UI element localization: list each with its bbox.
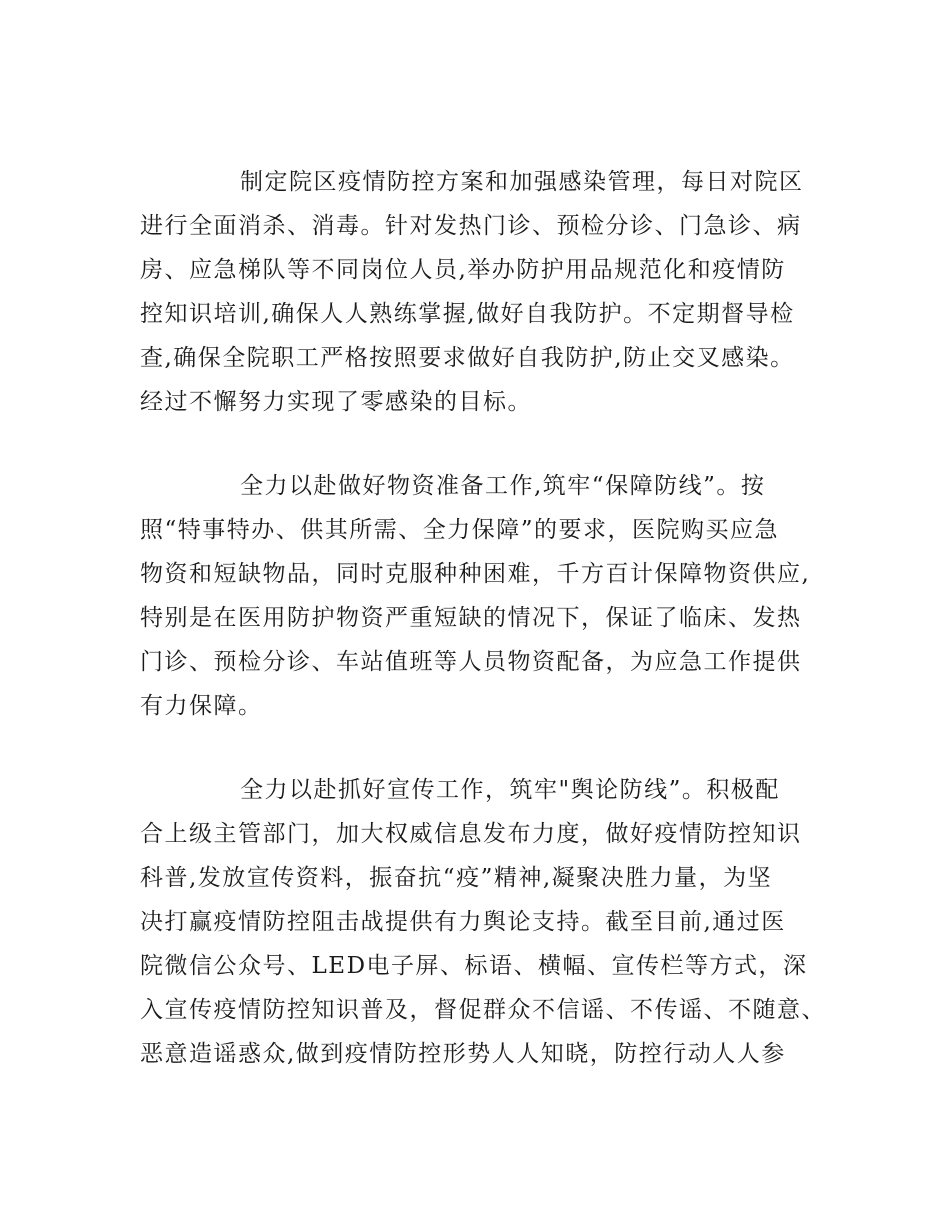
- paragraph-line: 控知识培训,确保人人熟练掌握,做好自我防护。不定期督导检: [140, 301, 795, 327]
- paragraph-line: 照“特事特办、供其所需、全力保障”的要求，医院购买应急: [140, 517, 780, 543]
- paragraph-line: 合上级主管部门，加大权威信息发布力度，做好疫情防控知识: [140, 821, 802, 847]
- paragraph-line: 物资和短缺物品，同时克服种种困难，千方百计保障物资供应,: [140, 561, 811, 587]
- paragraph-supplies: [140, 464, 830, 728]
- paragraph-line: 查,确保全院职工严格按照要求做好自我防护,防止交叉感染。: [140, 345, 795, 371]
- paragraph-line: 门诊、预检分诊、车站值班等人员物资配备，为应急工作提供: [140, 649, 802, 675]
- paragraph-line: 恶意造谣惑众,做到疫情防控形势人人知晓，防控行动人人参: [140, 1041, 786, 1067]
- paragraph-line: 科普,发放宣传资料，振奋抗“疫”精神,凝聚决胜力量，为坚: [140, 865, 773, 891]
- paragraph-line: 全力以赴抓好宣传工作，筑牢"舆论防线”。积极配: [240, 777, 780, 803]
- paragraph-line: 决打赢疫情防控阻击战提供有力舆论支持。截至目前,通过医: [140, 909, 786, 935]
- paragraph-line: 进行全面消杀、消毒。针对发热门诊、预检分诊、门急诊、病: [140, 213, 802, 239]
- paragraph-line: 院微信公众号、LED电子屏、标语、横幅、宣传栏等方式，深: [140, 953, 808, 979]
- paragraph-line: 全力以赴做好物资准备工作,筑牢“保障防线”。按: [240, 473, 766, 499]
- paragraph-line: 制定院区疫情防控方案和加强感染管理，每日对院区: [240, 169, 804, 195]
- paragraph-line: 房、应急梯队等不同岗位人员,举办防护用品规范化和疫情防: [140, 257, 786, 283]
- paragraph-line: 入宣传疫情防控知识普及，督促群众不信谣、不传谣、不随意、: [140, 997, 826, 1023]
- paragraph-line: 经过不懈努力实现了零感染的目标。: [140, 389, 532, 415]
- paragraph-publicity: [140, 768, 830, 1076]
- paragraph-line: 特别是在医用防护物资严重短缺的情况下，保证了临床、发热: [140, 605, 802, 631]
- paragraph-infection-control: [140, 160, 830, 424]
- paragraph-line: 有力保障。: [140, 693, 263, 719]
